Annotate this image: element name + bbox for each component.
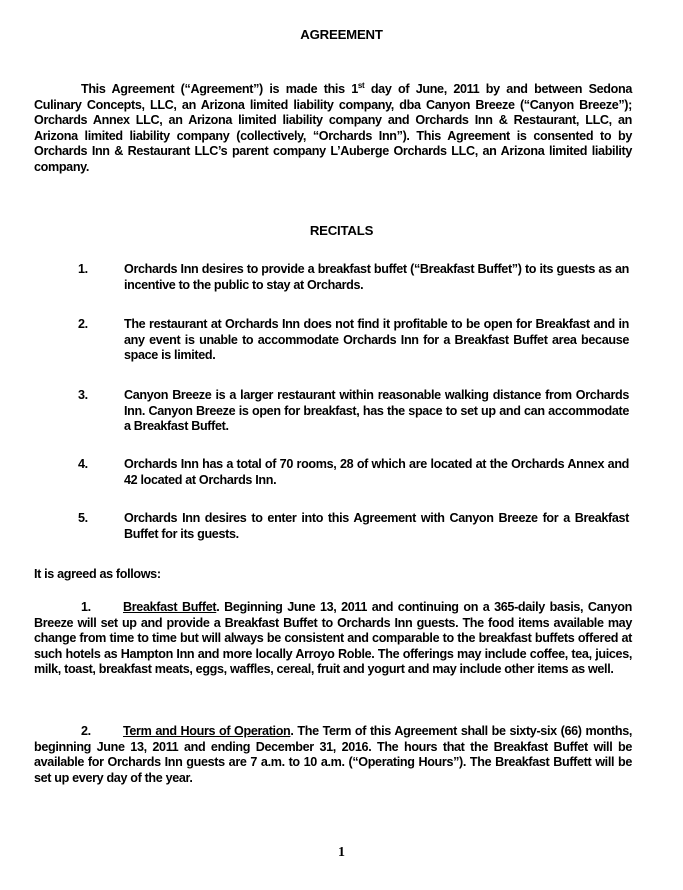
recital-number: 4. — [78, 457, 88, 471]
agreed-statement: It is agreed as follows: — [34, 567, 161, 581]
section-paragraph — [34, 600, 632, 678]
recital-text: Orchards Inn has a total of 70 rooms, 28 of which are located at the Orchards Annex and 42 located at Orchards Inn. — [124, 457, 629, 487]
section-heading: Term and Hours of Operation — [123, 724, 291, 738]
section-number: 2. — [81, 724, 91, 738]
page-number: 1 — [338, 845, 345, 860]
recitals-heading: RECITALS — [309, 223, 374, 238]
recital-text: Orchards Inn desires to provide a breakfast buffet (“Breakfast Buffet”) to its guests as an incentive to the public to stay at Orchards. — [124, 262, 629, 292]
recital-text: Orchards Inn desires to enter into this Agreement with Canyon Breeze for a Breakfast Buffet for its guests. — [124, 511, 629, 541]
section-number: 1. — [81, 600, 91, 614]
section-text: . Beginning June 13, 2011 and continuing on a 365-daily basis, Canyon Breeze will set up and provide a Breakfast Buffet to Orchards Inn guests. The food items available may change from time to time but will always be consistent and comparable to the breakfast buffets offered at such hotels as Hampton Inn and more locally Arroyo Roble. The offerings may include coffee, tea, juices, milk, toast, breakfast meats, eggs, waffles, cereal, fruit and yogurt and may include other items as well. — [34, 600, 632, 677]
recital-text: The restaurant at Orchards Inn does not find it profitable to be open for Breakfast and in any event is unable to accommodate Orchards Inn for a Breakfast Buffet area because space is limited. — [124, 317, 629, 363]
intro-paragraph — [34, 82, 632, 176]
recital-number: 3. — [78, 388, 88, 402]
intro-superscript: st — [357, 80, 365, 90]
section-text: . The Term of this Agreement shall be sixty-six (66) months, beginning June 13, 2011 and ending December 31, 2016. The hours that the Breakfast Buffet will be available for Orchards Inn guests are 7 a.m. to 10 a.m. (“Operating Hours”). The Breakfast Buffett will be set up every day of the year. — [34, 724, 632, 785]
document-title: AGREEMENT — [300, 27, 383, 42]
recital-number: 1. — [78, 262, 88, 276]
intro-text-start: This Agreement (“Agreement”) is made this 1 — [81, 82, 358, 96]
recital-number: 2. — [78, 317, 88, 331]
recital-number: 5. — [78, 511, 88, 525]
section-heading: Breakfast Buffet — [123, 600, 217, 614]
section-paragraph — [34, 724, 632, 786]
recital-text: Canyon Breeze is a larger restaurant within reasonable walking distance from Orchards Inn. Canyon Breeze is open for breakfast, has the space to set up and can accommodate a Breakfast Buffet. — [124, 388, 629, 434]
intro-text-rest: day of June, 2011 by and between Sedona Culinary Concepts, LLC, an Arizona limited liability company, dba Canyon Breeze (“Canyon Breeze”); Orchards Annex LLC, an Arizona limited liability company and Orchards Inn & Restaurant, LLC, an Arizona limited liability company (collectively, “Orchards Inn”). This Agreement is consented to by Orchards Inn & Restaurant LLC’s parent company L’Auberge Orchards LLC, an Arizona limited liability company. — [34, 82, 632, 174]
